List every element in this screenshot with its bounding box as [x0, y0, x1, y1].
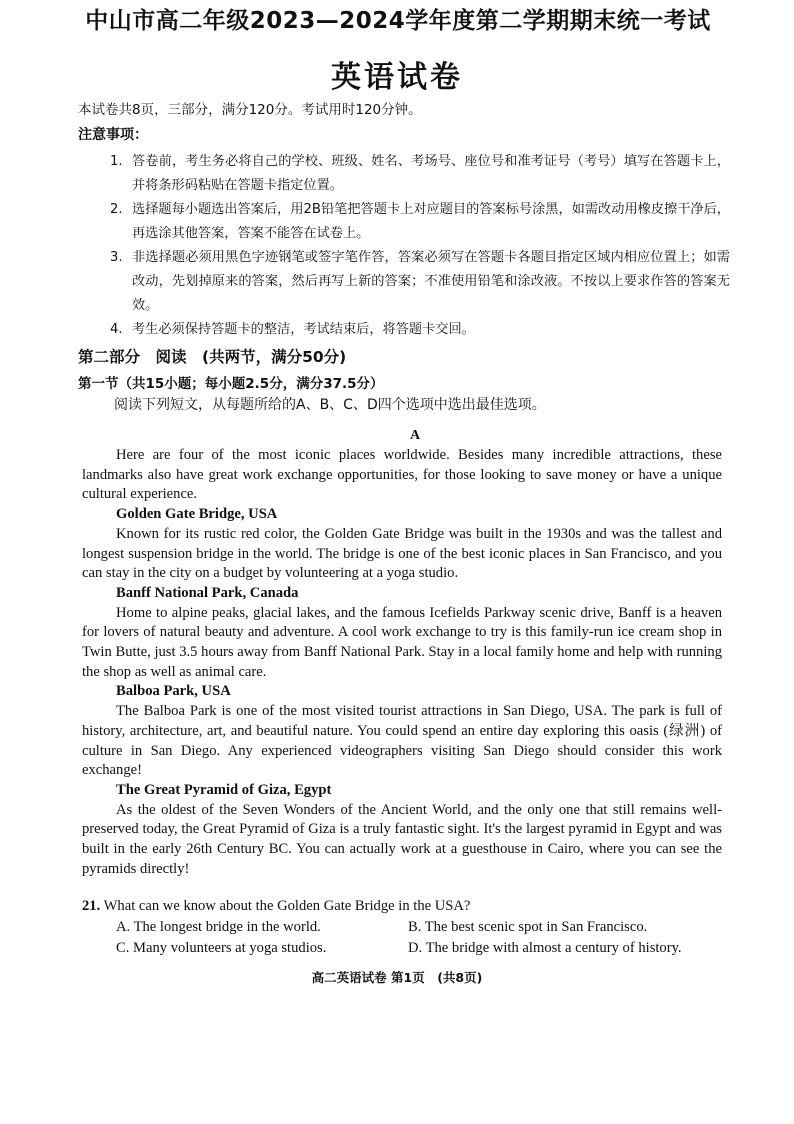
place-description: The Balboa Park is one of the most visited tourist attractions in San Diego, USA. The park is full of history, architecture, art, and beautiful nature. You could spend an entire day exploring this oasis (绿洲) of culture in San Diego. Any experienced videographers visiting San Diego should consider this work exchange! — [82, 703, 722, 779]
exam-title: 中山市高二年级2023—2024学年度第二学期期末统一考试 — [85, 8, 711, 34]
option-b[interactable]: B. The best scenic spot in San Francisco. — [408, 919, 648, 935]
section-heading: 第一节（共15小题；每小题2.5分，满分37.5分） — [78, 376, 384, 392]
passage-intro: Here are four of the most iconic places worldwide. Besides many incredible attractions, these landmarks also have great work exchange opportunities, for those looking to save money or have a unique cultural experience. — [82, 447, 722, 503]
reading-passage — [82, 446, 722, 879]
question-text: What can we know about the Golden Gate Bridge in the USA? — [103, 898, 471, 914]
notice-item-text: 非选择题必须用黑色字迹钢笔或签字笔作答，答案必须写在答题卡各题目指定区域内相应位置上；如需改动，先划掉原来的答案，然后再写上新的答案；不准使用铅笔和涂改液。不按以上要求作答的答案无效。 — [132, 250, 730, 313]
place-title: Golden Gate Bridge, USA — [116, 506, 278, 523]
notice-list — [110, 150, 730, 342]
part-heading: 第二部分 阅读 (共两节，满分50分) — [78, 348, 347, 366]
notice-heading: 注意事项： — [78, 127, 148, 143]
option-a[interactable]: A. The longest bridge in the world. — [116, 919, 321, 935]
notice-item-text: 考生必须保持答题卡的整洁，考试结束后，将答题卡交回。 — [132, 322, 475, 337]
exam-info-line: 本试卷共8页，三部分，满分120分。考试用时120分钟。 — [78, 102, 422, 118]
notice-item — [110, 246, 730, 318]
place-description: Known for its rustic red color, the Golden Gate Bridge was built in the 1930s and was the tallest and longest suspension bridge in the world. The bridge is one of the best iconic places in San Francisco, and you can stay in the city on a budget by volunteering at a yoga studio. — [82, 525, 722, 582]
notice-item-text: 选择题每小题选出答案后，用2B铅笔把答题卡上对应题目的答案标号涂黑，如需改动用橡皮擦干净后，再选涂其他答案，答案不能答在试卷上。 — [132, 202, 730, 241]
notice-item-number: 4. — [110, 322, 123, 337]
notice-item — [110, 150, 730, 198]
question-number: 21. — [82, 898, 101, 914]
section-instruction: 阅读下列短文，从每题所给的A、B、C、D四个选项中选出最佳选项。 — [114, 397, 546, 413]
passage-label: A — [409, 428, 421, 443]
notice-item — [110, 198, 730, 246]
notice-item-number: 3. — [110, 250, 123, 265]
page-footer: 高二英语试卷 第1页 (共8页) — [311, 970, 483, 985]
notice-item-number: 2. — [110, 202, 123, 217]
exam-subject-title: 英语试卷 — [331, 60, 463, 95]
option-c[interactable]: C. Many volunteers at yoga studios. — [116, 940, 327, 956]
notice-item-number: 1. — [110, 154, 123, 169]
question-21 — [82, 896, 722, 959]
place-title: The Great Pyramid of Giza, Egypt — [116, 781, 332, 798]
option-row — [82, 938, 722, 959]
option-d[interactable]: D. The bridge with almost a century of history. — [408, 940, 682, 956]
question-stem — [82, 896, 722, 917]
place-description: As the oldest of the Seven Wonders of the Ancient World, and the only one that still remains well-preserved today, the Great Pyramid of Giza is a truly fantastic sight. It's the largest pyramid in Egypt and was built in the early 26th Century BC. You can actually work at a guesthouse in Cairo, where you can see the pyramids directly! — [82, 801, 722, 877]
place-title: Balboa Park, USA — [116, 683, 231, 700]
notice-item-text: 答卷前，考生务必将自己的学校、班级、姓名、考场号、座位号和准考证号（考号）填写在答题卡上，并将条形码粘贴在答题卡指定位置。 — [132, 154, 730, 193]
place-title: Banff National Park, Canada — [116, 584, 299, 601]
place-description: Home to alpine peaks, glacial lakes, and the famous Icefields Parkway scenic drive, Banff is a heaven for lovers of natural beauty and adventure. A cool work exchange to try is this family-run ice cream shop in Twin Butte, just 3.5 hours away from Banff National Park. Stay in a local family home and help with running the shop as well as animal care. — [82, 604, 722, 680]
notice-item — [110, 318, 730, 342]
option-row — [82, 917, 722, 938]
